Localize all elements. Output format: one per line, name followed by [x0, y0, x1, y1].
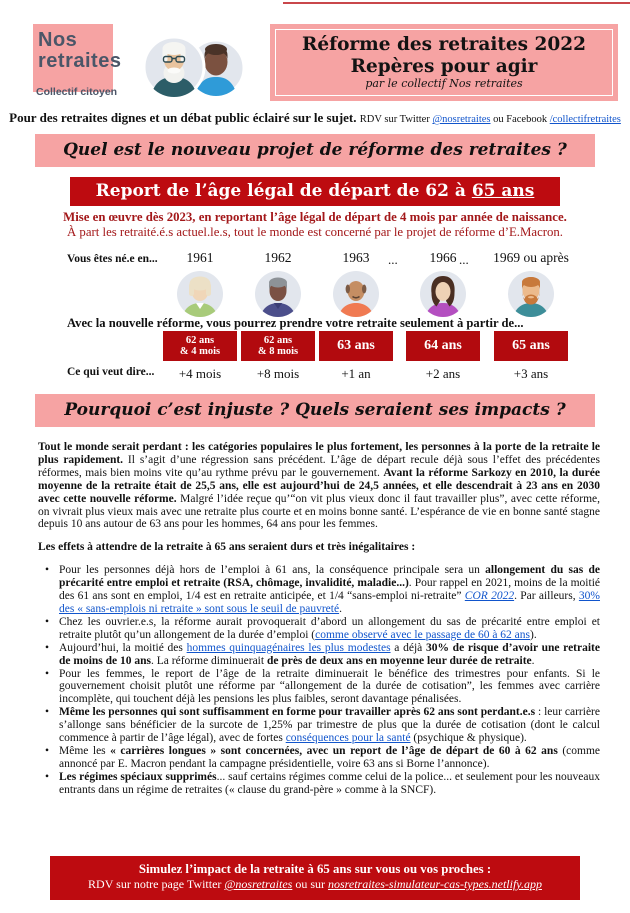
badge-months: & 4 mois: [179, 346, 221, 357]
birth-year: 1961: [186, 250, 214, 265]
text-segment: Pour les femmes, le report de l’âge de la retraite diminuerait le bénéfice des trimestres pour enfants. Si le gouvernement choisit plutôt une réforme par “allongement de la durée de cotisation”, les femmes avec carrière incomplète, qui touchent déjà les pensions les plus faibles, seront davantage pénalisées.: [59, 667, 600, 706]
text-segment: Malgré l’idée reçue qu’“on vit plus vieux donc il faut travailler plus”, avec cette réforme, on vivrait plus vieux mais avec une retraite plus courte et en moins bonne santé. L’espérance de vie en bonne santé stagne depuis 10 ans autour de 63 ans pour les hommes, 64 ans pour les femmes.: [38, 492, 600, 531]
avatar-dark-haired-woman-icon: [419, 270, 467, 318]
text-segment: .: [339, 602, 342, 615]
simulator-banner-title: Simulez l’impact de la retraite à 65 ans sur vous ou vos proches :: [138, 862, 492, 876]
health-link[interactable]: conséquences pour la santé: [285, 732, 411, 745]
elderly-man-avatar-icon: [144, 37, 204, 99]
logo-subtitle: Collectif citoyen: [36, 86, 118, 98]
text-segment: Tout le monde serait perdant : les catégories populaires le plus fortement, les personnes à la porte de la retraite le plus rapidement.: [38, 441, 600, 466]
added-time: +2 ans: [425, 366, 461, 381]
ellipsis-separator: ...: [459, 252, 469, 267]
effect-item-fit-workers: [38, 706, 600, 745]
logo-title-line1: Nos: [38, 29, 78, 51]
text-segment: .: [531, 654, 535, 667]
twitter-link[interactable]: @nosretraites: [432, 114, 491, 125]
badge-age: 64 ans: [424, 338, 462, 353]
title-box-frame: [275, 29, 613, 96]
birth-year: 1962: [264, 250, 292, 265]
text-segment: . Pour rappel en 2021, moins de la moitié des 61 ans sont en emploi, 1/4 est en retraite anticipée, et 1/4 “sans-emploi ni-retraite”: [59, 577, 600, 603]
birth-year: 1966: [429, 250, 457, 265]
effect-item-women: [38, 668, 600, 707]
text-segment: de près de deux ans en moyenne leur durée de retraite: [266, 654, 532, 667]
text-segment: RDV sur notre page Twitter: [88, 877, 225, 891]
effects-heading: Les effets à attendre de la retraite à 65 ans seraient durs et très inégalitaires :: [38, 541, 416, 554]
passage-60-62-link[interactable]: comme observé avec le passage de 60 à 62 ans: [315, 628, 531, 641]
simulator-banner: [50, 856, 580, 900]
question-banner-project: Quel est le nouveau projet de réforme des retraites ?: [35, 134, 595, 167]
reform-retirement-label: Avec la nouvelle réforme, vous pourrez prendre votre retraite seulement à partir de...: [67, 316, 524, 330]
badge-months: & 8 mois: [257, 346, 299, 357]
text-segment: Pour des retraites dignes et un débat public éclairé sur le sujet.: [9, 110, 360, 125]
avatar-balding-man-icon: [332, 270, 380, 318]
reform-intro-line1: Mise en œuvre dès 2023, en reportant l’âge légal de départ de 4 mois par année de naissance.: [63, 210, 567, 224]
footer-twitter-link[interactable]: @nosretraites: [224, 877, 293, 891]
effect-item-modest-men: [38, 642, 600, 668]
effects-list: [38, 564, 600, 796]
avatar-bearded-man-icon: [507, 270, 555, 318]
meaning-label: Ce qui veut dire...: [67, 366, 155, 378]
main-title-line1: Réforme des retraites 2022: [301, 34, 587, 55]
retirement-age-badge: [494, 331, 568, 361]
text-segment: . La réforme diminuerait: [151, 654, 267, 667]
tagline: [0, 110, 630, 126]
modest-men-link[interactable]: hommes quinquagénaires les plus modestes: [186, 641, 391, 654]
simulator-banner-links: [50, 877, 580, 892]
text-segment: Même les personnes qui sont suffisamment en forme pour travailler après 62 ans sont perdant.e.s: [59, 706, 536, 719]
effect-item-workers: [38, 616, 600, 642]
text-segment: : leur carrière s’allonge sans bénéficier de la surcote de 1,25% par trimestre de plus que la durée de cotisation (dont le calcul commence à partir de l’âge légal), avec de fortes: [59, 706, 600, 745]
text-segment: ou sur: [292, 877, 328, 891]
badge-age: 63 ans: [337, 338, 375, 353]
retirement-age-badge: [163, 331, 237, 361]
effect-item-special-regimes: [38, 771, 600, 797]
reform-headline: [70, 177, 560, 206]
logo-title: [38, 30, 121, 72]
text-segment: ou Facebook: [490, 114, 550, 125]
added-time: +4 mois: [178, 366, 222, 381]
added-time: +8 mois: [256, 366, 300, 381]
facebook-link[interactable]: /collectifretraites: [549, 114, 621, 125]
logo-avatars-icon: [136, 33, 256, 101]
text-segment: Aujourd’hui, la moitié des: [59, 641, 187, 654]
text-segment: a déjà: [390, 641, 426, 654]
top-rule: [283, 2, 630, 4]
badge-age: 65 ans: [512, 338, 550, 353]
text-segment: (psychique & physique).: [410, 732, 527, 745]
impacts-intro-paragraph: [38, 441, 600, 531]
simulator-link[interactable]: nosretraites-simulateur-cas-types.netlify.app: [328, 877, 542, 891]
retirement-age-badge: [319, 331, 393, 361]
text-segment: ).: [530, 628, 537, 641]
text-segment: (comme annoncé par E. Macron pendant la campagne présidentielle, voire 63 ans si Borne l’annonce).: [59, 744, 600, 770]
retirement-age-badge: [406, 331, 480, 361]
avatar-gray-haired-man-icon: [254, 270, 302, 318]
text-segment: Même les: [59, 744, 111, 757]
text-segment: allongement du sas de précarité entre emploi et retraite (RSA, chômage, invalidité, maladie...): [59, 564, 600, 590]
text-segment: Chez les ouvrier.e.s, la réforme aurait provoquerait d’abord un allongement du sas de précarité entre emploi et retraite plutôt qu’un allongement de la durée d’emploi (: [59, 615, 600, 641]
birth-year: 1963: [342, 250, 370, 265]
poverty-link[interactable]: 30% des « sans-emplois ni retraite » sont sous le seuil de pauvreté: [59, 590, 600, 615]
text-segment: Il s’agit d’une régression sans précédent. L’âge de départ recule déjà sous l’effet des précédentes réformes, mais bien moins vite qu’au rythme prévu par le gouvernement.: [38, 453, 600, 479]
text-segment: « carrières longues » sont concernées, avec un report de l’âge de départ de 60 à 62 ans: [110, 744, 558, 757]
logo-title-line2: retraites: [38, 50, 122, 72]
effect-item-precarity: [38, 564, 600, 616]
text-segment: ... sauf certains régimes comme celui de la police... et seulement pour les nouveaux entrants dans un régime de retraites (« clause du grand-père » comme à la SNCF).: [59, 770, 600, 796]
text-segment: 65 ans: [471, 181, 535, 201]
avatar-elderly-woman-icon: [176, 270, 224, 318]
text-segment: Report de l’âge légal de départ de 62 à: [95, 181, 472, 201]
reform-intro-line2: À part les retraité.é.s actuel.le.s, tout le monde est concerné par le projet de réforme d’E.Macron.: [66, 225, 564, 239]
text-segment: 30% de risque d’avoir une retraite de moins de 10 ans: [59, 641, 600, 667]
title-box: [270, 24, 618, 101]
retirement-age-badge: [241, 331, 315, 361]
ellipsis-separator: ...: [388, 252, 398, 267]
main-title-line2: Repères pour agir: [350, 56, 538, 77]
text-segment: Les régimes spéciaux supprimés: [59, 770, 217, 783]
added-time: +1 an: [341, 366, 371, 381]
text-segment: . Par ailleurs,: [514, 590, 579, 603]
cor-2022-link[interactable]: COR 2022: [464, 590, 515, 603]
effect-item-long-careers: [38, 745, 600, 771]
birth-year: 1969 ou après: [493, 250, 569, 265]
text-segment: RDV sur Twitter: [359, 114, 433, 125]
question-banner-impacts: Pourquoi c’est injuste ? Quels seraient ses impacts ?: [35, 394, 595, 427]
badge-age: 62 ans: [263, 335, 293, 346]
title-byline: par le collectif Nos retraites: [365, 77, 523, 90]
badge-age: 62 ans: [185, 335, 215, 346]
impacts-body: [38, 441, 600, 797]
text-segment: Avant la réforme Sarkozy en 2010, la durée moyenne de la retraite était de 25,5 ans, elle est aujourd’hui de 24,5 années, et elle descendrait à 23 ans en 2030 avec cette nouvelle réforme.: [38, 466, 600, 505]
text-segment: Pour les personnes déjà hors de l’emploi à 61 ans, la conséquence principale sera un: [59, 564, 486, 577]
born-year-label: Vous êtes né.e en...: [67, 253, 158, 265]
added-time: +3 ans: [513, 366, 549, 381]
